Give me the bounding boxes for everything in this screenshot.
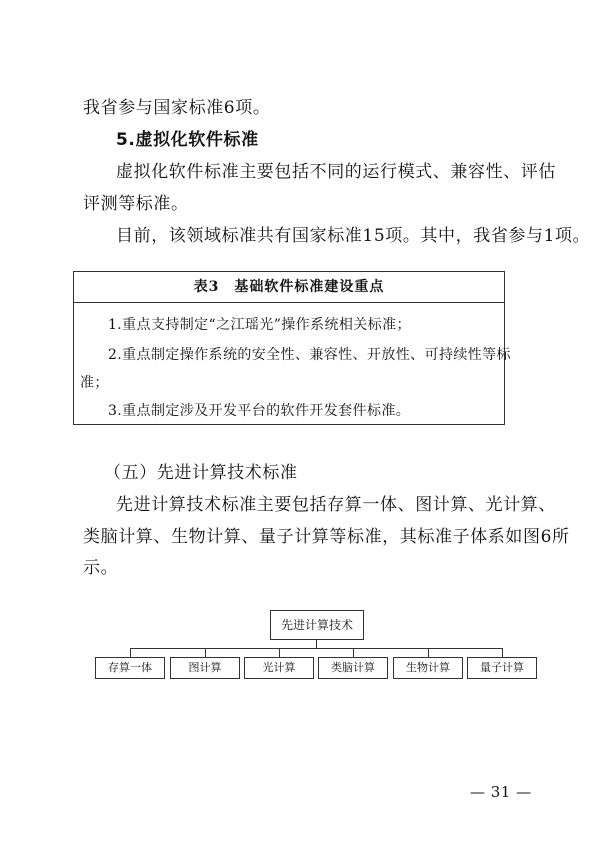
paragraph-line: 示。 bbox=[83, 558, 119, 578]
diagram-child-node: 存算一体 bbox=[95, 657, 165, 679]
table-item: 1.重点支持制定“之江瑶光”操作系统相关标准； bbox=[108, 317, 411, 333]
connector-line bbox=[316, 640, 317, 648]
diagram-child-node: 量子计算 bbox=[467, 657, 537, 679]
diagram-root-node: 先进计算技术 bbox=[270, 610, 364, 640]
diagram-child-node: 图计算 bbox=[170, 657, 240, 679]
paragraph-line: 类脑计算、生物计算、量子计算等标准，其标准子体系如图6所 bbox=[83, 527, 570, 547]
page-number: — 31 — bbox=[470, 783, 532, 801]
table-item: 准； bbox=[80, 375, 109, 391]
connector-line bbox=[428, 648, 429, 657]
table-title: 表3 基础软件标准建设重点 bbox=[74, 272, 504, 303]
paragraph-line: 先进计算技术标准主要包括存算一体、图计算、光计算、 bbox=[116, 495, 556, 515]
paragraph-line: 评测等标准。 bbox=[83, 194, 189, 214]
connector-line bbox=[279, 648, 280, 657]
paragraph-line: 虚拟化软件标准主要包括不同的运行模式、兼容性、评估 bbox=[116, 162, 556, 182]
diagram-child-node: 光计算 bbox=[244, 657, 314, 679]
paragraph-line: 目前，该领域标准共有国家标准15项。其中，我省参与1项。 bbox=[116, 226, 591, 246]
table-item: 2.重点制定操作系统的安全性、兼容性、开放性、可持续性等标 bbox=[108, 347, 511, 363]
paragraph-line: 我省参与国家标准6项。 bbox=[83, 98, 271, 118]
connector-line bbox=[353, 648, 354, 657]
connector-line bbox=[502, 648, 503, 657]
connector-line bbox=[205, 648, 206, 657]
section-heading: 5.虚拟化软件标准 bbox=[116, 130, 259, 150]
connector-line bbox=[130, 648, 502, 649]
section-heading: （五）先进计算技术标准 bbox=[104, 463, 298, 483]
table-box bbox=[73, 271, 511, 425]
diagram-child-node: 类脑计算 bbox=[318, 657, 388, 679]
diagram-child-node: 生物计算 bbox=[393, 657, 463, 679]
connector-line bbox=[130, 648, 131, 657]
table-item: 3.重点制定涉及开发平台的软件开发套件标准。 bbox=[108, 403, 411, 419]
